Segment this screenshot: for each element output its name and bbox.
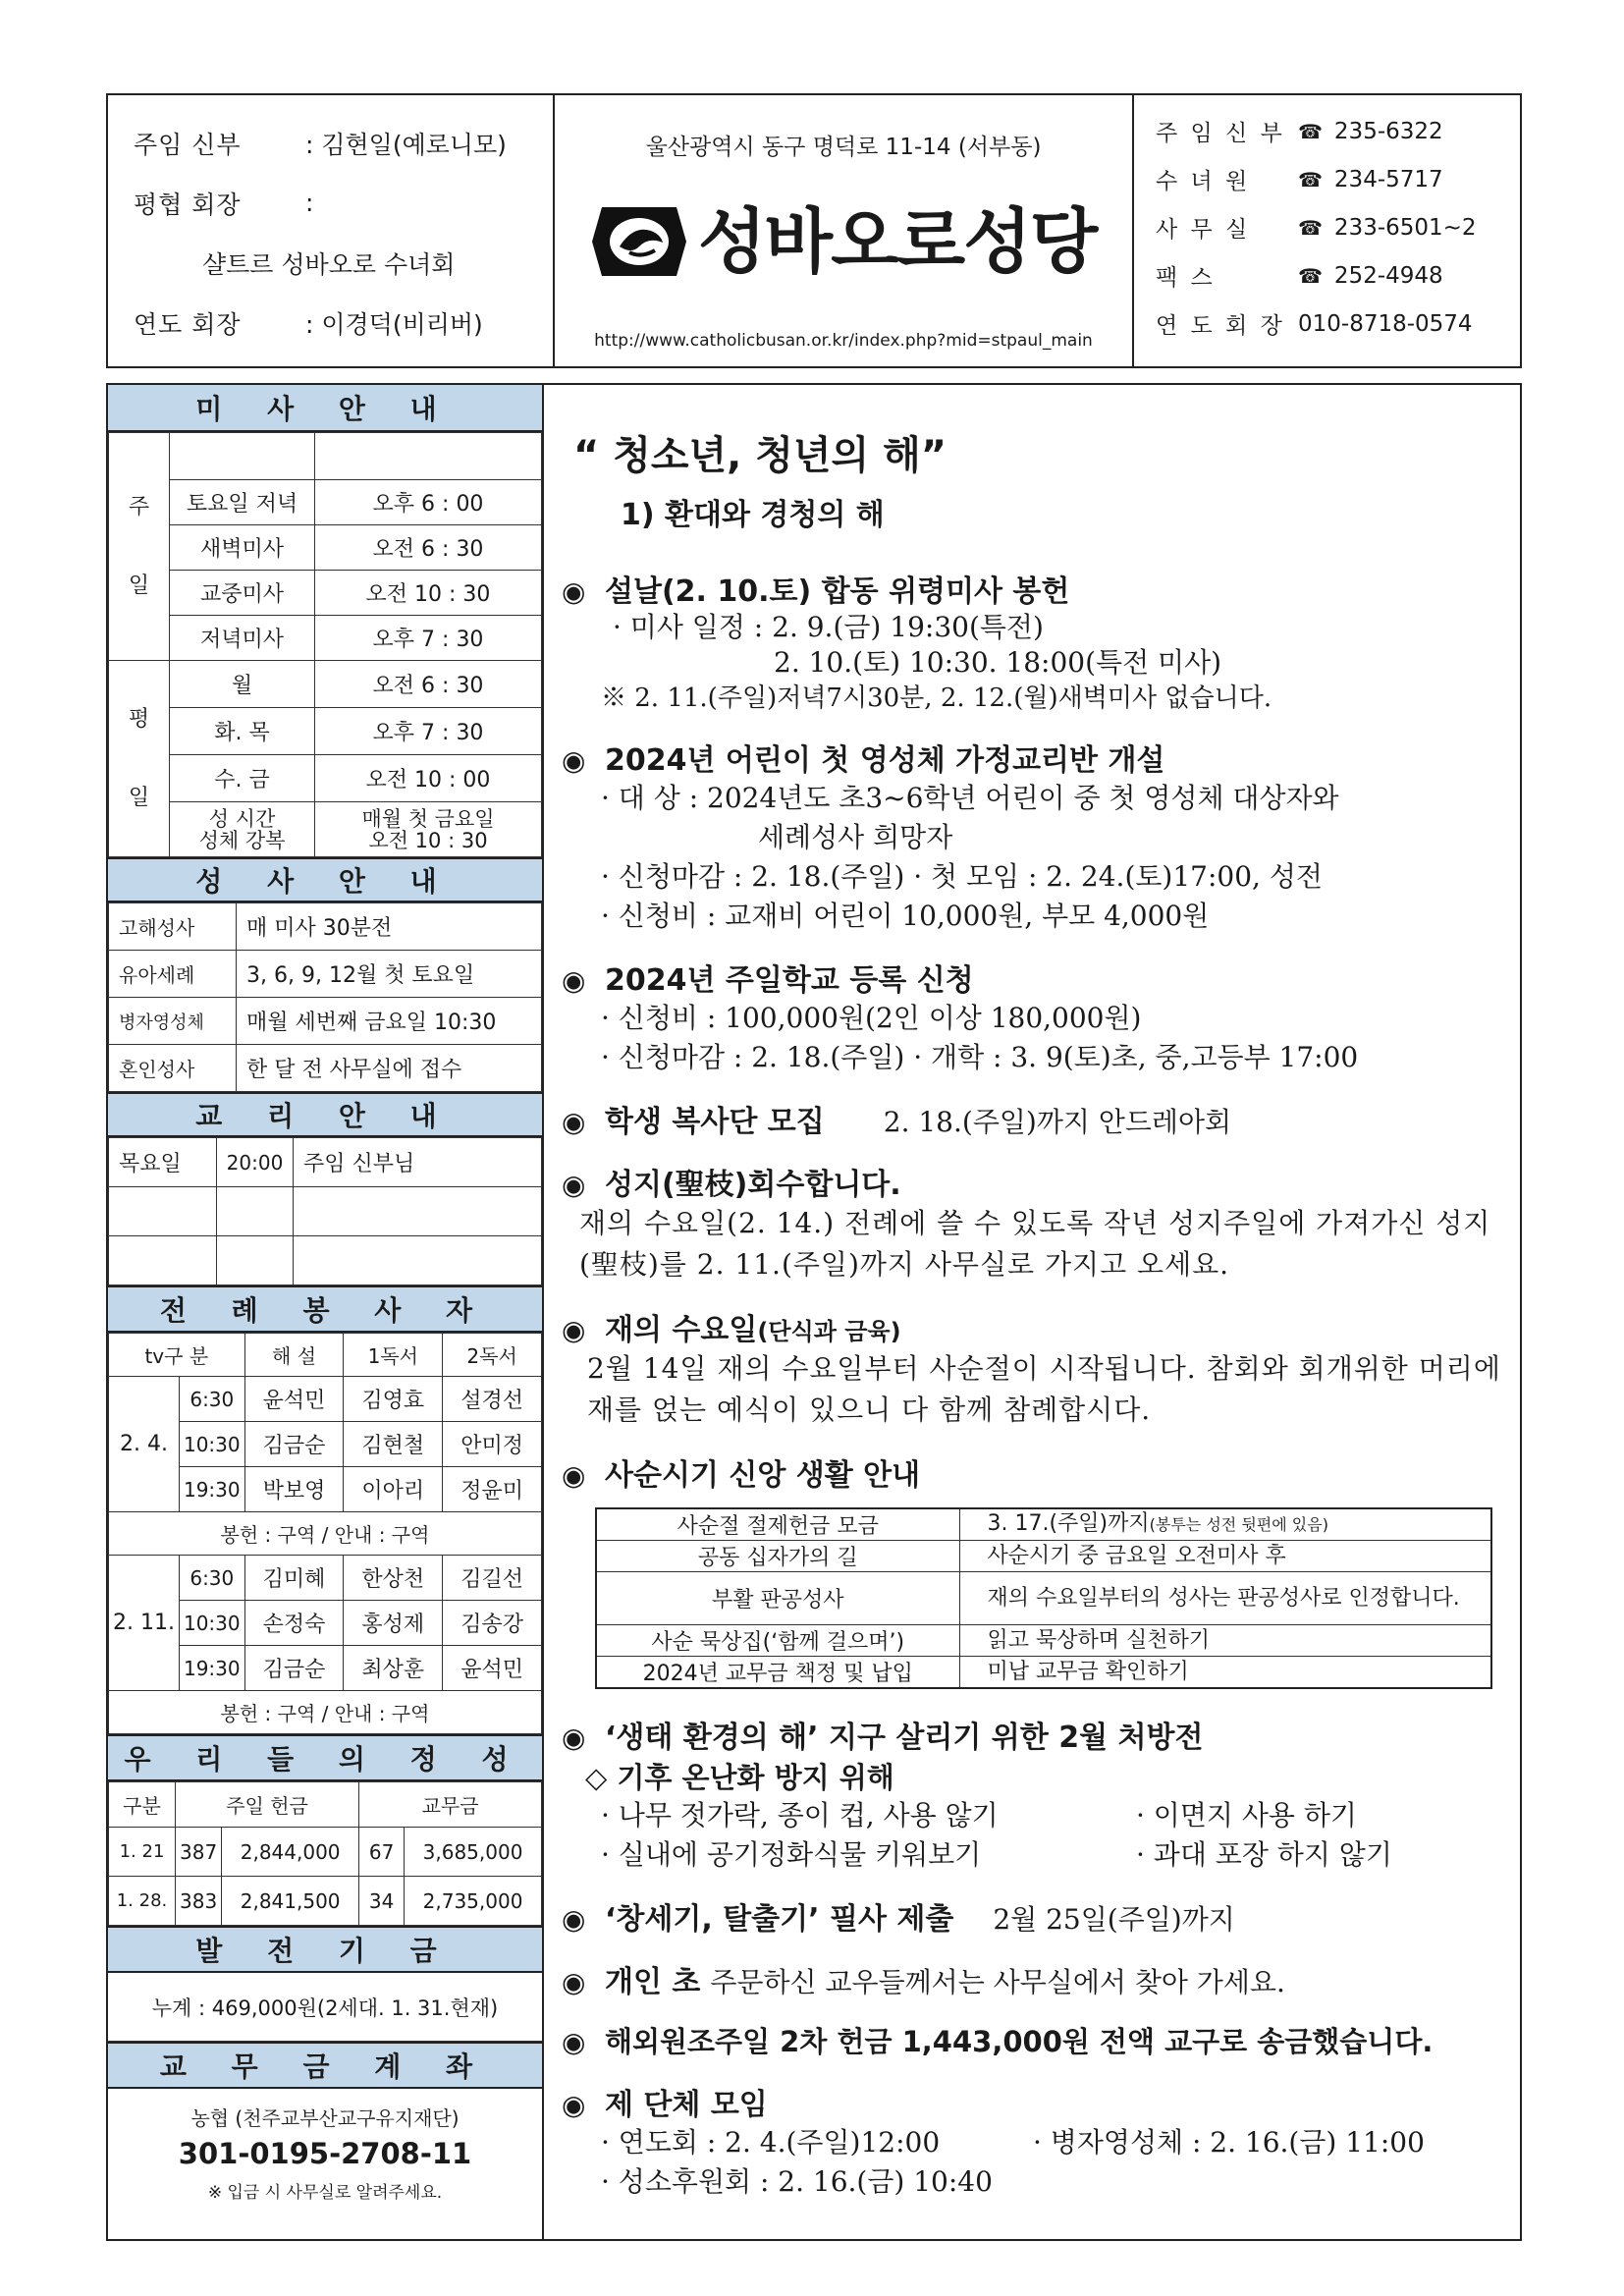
catechism-table — [108, 1137, 542, 1285]
table-row: 교중미사 오전 10 : 30 — [109, 571, 542, 616]
bullet-icon: ◉ — [562, 1106, 586, 1138]
table-row: 토요일 저녁 오후 6 : 00 — [109, 480, 542, 525]
table-row: tv구 분 해 설 1독서 2독서 — [109, 1334, 542, 1377]
table-row: 병자영성체 매월 세번째 금요일 10:30 — [109, 998, 542, 1045]
table-row: 화. 목 오후 7 : 30 — [109, 708, 542, 755]
table-row: 부활 판공성사 재의 수요일부터의 성사는 판공성사로 인정합니다. — [596, 1572, 1491, 1625]
bullet-icon: ◉ — [562, 744, 586, 777]
table-row: 사순 묵상집(‘함께 걸으며’) 읽고 묵상하며 실천하기 — [596, 1625, 1491, 1657]
table-row: 공동 십자가의 길 사순시기 중 금요일 오전미사 후 — [596, 1541, 1491, 1572]
bullet-icon: ◉ — [562, 1459, 586, 1492]
fund-heading: 발 전 기 금 — [108, 1926, 542, 1973]
phone-icon: ☎ — [1298, 119, 1323, 143]
church-logo — [590, 201, 1096, 282]
year-theme: “ 청소년, 청년의 해” — [573, 433, 947, 478]
mass-heading: 미 사 안 내 — [108, 385, 542, 432]
announcement-item: ◉ 제 단체 모임 · 연도회 : 2. 4.(주일)12:00 · 병자영성체 : 2. 16.(금) 11:00 · 성소후원회 : 2. 16.(금) 10:40 — [562, 2088, 1425, 2198]
bullet-icon: ◉ — [562, 575, 586, 608]
announcement-item: ◉ 2024년 주일학교 등록 신청 · 신청비 : 100,000원(2인 이상 180,000원) · 신청마감 : 2. 18.(주일) · 개학 : 3. 9(토)초, 중,고등부 17:00 — [562, 963, 1359, 1073]
account-info — [108, 2089, 542, 2203]
bullet-icon: ◉ — [562, 2026, 586, 2058]
officer-row: 주임 신부 : 김현일(예로니모) — [134, 130, 507, 159]
table-row: 수. 금 오전 10 : 00 — [109, 755, 542, 802]
contact-row: 팩 스 ☎ 252-4948 — [1156, 262, 1443, 291]
announcement-item: ◉ ‘창세기, 탈출기’ 필사 제출 2월 25일(주일)까지 — [562, 1902, 1235, 1937]
bulletin-body — [106, 383, 1522, 2241]
announcement-item: ◉ 학생 복사단 모집 2. 18.(주일)까지 안드레아회 — [562, 1105, 1232, 1139]
table-row: 1. 28. 383 2,841,500 34 2,735,000 — [109, 1877, 542, 1926]
phone-icon: ☎ — [1298, 215, 1323, 240]
table-row: 10:30 손정숙 홍성제 김송강 — [109, 1601, 542, 1646]
table-row: 성 시간 성체 강복 매월 첫 금요일 오전 10 : 30 — [109, 802, 542, 857]
bullet-icon: ◉ — [562, 1314, 586, 1346]
bullet-icon: ◉ — [562, 1966, 586, 1998]
account-number: 301-0195-2708-11 — [178, 2137, 472, 2170]
sacrament-heading: 성 사 안 내 — [108, 857, 542, 902]
table-row: 혼인성사 한 달 전 사무실에 접수 — [109, 1045, 542, 1092]
table-row: 2. 11. 6:30 김미혜 한상천 김길선 — [109, 1556, 542, 1601]
sacrament-table — [108, 902, 542, 1092]
table-row: 평 일 월 오전 6 : 30 — [109, 661, 542, 708]
table-row: 2. 4. 6:30 윤석민 김영효 설경선 — [109, 1377, 542, 1422]
church-url[interactable]: http://www.catholicbusan.or.kr/index.php?mid=stpaul_main — [594, 331, 1093, 351]
offering-table — [108, 1781, 542, 1926]
contact-row: 연 도 회 장 010-8718-0574 — [1156, 310, 1473, 339]
announcement-item: ◉ ‘생태 환경의 해’ 지구 살리기 위한 2월 처방전 ◇ 기후 온난화 방지 위해 · 나무 젓가락, 종이 컵, 사용 않기 · 이면지 사용 하기 · 실내에 공기정화식물 키워보기 · 과대 포장 하지 않기 — [562, 1721, 1392, 1871]
announcement-item: ◉ 개인 초 주문하신 교우들께서는 사무실에서 찾아 가세요. — [562, 1965, 1285, 1999]
table-row: 구분 주일 헌금 교무금 — [109, 1782, 542, 1828]
bullet-icon: ◉ — [562, 2089, 586, 2121]
offering-heading: 우 리 들 의 정 성 — [108, 1734, 542, 1781]
announcement-item: ◉ 재의 수요일 (단식과 금육) 2월 14일 재의 수요일부터 사순절이 시작됩니다. 참회와 회개위한 머리에 재를 얹는 예식이 있으니 다 함께 참례합시다. — [562, 1313, 1501, 1426]
table-row: 봉헌 : 구역 / 안내 : 구역 — [109, 1691, 542, 1734]
contact-row: 수 녀 원 ☎ 234-5717 — [1156, 166, 1443, 194]
phone-icon: ☎ — [1298, 263, 1323, 288]
bullet-icon: ◉ — [562, 1903, 586, 1936]
year-subtheme: 1) 환대와 경청의 해 — [621, 498, 885, 532]
church-name: 성바오로성당 — [698, 200, 1097, 283]
table-row: 고해성사 매 미사 30분전 — [109, 903, 542, 951]
liturgy-heading: 전 례 봉 사 자 — [108, 1285, 542, 1333]
table-row: 저녁미사 오후 7 : 30 — [109, 616, 542, 661]
announcement-item: ◉ 성지(聖枝)회수합니다. 재의 수요일(2. 14.) 전례에 쓸 수 있도록 작년 성지주일에 가져가신 성지(聖枝)를 2. 11.(주일)까지 사무실로 가지고 오세요. — [562, 1168, 1491, 1281]
table-row: 1. 21 387 2,844,000 67 3,685,000 — [109, 1828, 542, 1877]
phone-icon: ☎ — [1298, 167, 1323, 191]
officer-row: 연도 회장 : 이경덕(비리버) — [134, 309, 483, 339]
sunday-label: 주 일 — [109, 433, 170, 661]
officer-row: 평협 회장 : — [134, 189, 314, 219]
fund-total: 누계 : 469,000원(2세대. 1. 31.현재) — [108, 1973, 542, 2042]
announcement-item: ◉ 2024년 어린이 첫 영성체 가정교리반 개설 · 대 상 : 2024년도 초3~6학년 어린이 중 첫 영성체 대상자와 세례성사 희망자 · 신청마감 : 2. 18.(주일) · 첫 모임 : 2. 24.(토)17:00, 성전 · 신청비 : 교재비 어린이 10,000원, 부모 4,000원 — [562, 743, 1339, 932]
bullet-icon: ◉ — [562, 1722, 586, 1754]
table-row: 유아세례 3, 6, 9, 12월 첫 토요일 — [109, 951, 542, 998]
dove-emblem-icon — [590, 201, 688, 282]
contact-row: 주 임 신 부 ☎ 235-6322 — [1156, 118, 1443, 146]
liturgy-table — [108, 1333, 542, 1734]
contact-row: 사 무 실 ☎ 233-6501~2 — [1156, 214, 1477, 243]
contacts-panel — [1134, 95, 1520, 366]
table-row: 10:30 김금순 김현철 안미정 — [109, 1422, 542, 1467]
account-heading: 교 무 금 계 좌 — [108, 2042, 542, 2089]
bullet-icon: ◉ — [562, 1169, 586, 1201]
table-row: 목요일 20:00 주임 신부님 — [109, 1138, 542, 1187]
table-row: 사순절 절제헌금 모금 3. 17.(주일)까지(봉투는 성전 뒷편에 있음) — [596, 1508, 1491, 1541]
bulletin-header — [106, 93, 1522, 368]
table-row: 새벽미사 오전 6 : 30 — [109, 525, 542, 571]
church-identity — [555, 95, 1134, 366]
lent-table — [595, 1507, 1492, 1689]
weekday-label: 평 일 — [109, 661, 170, 857]
info-sidebar — [108, 385, 544, 2239]
announcements — [544, 385, 1520, 2239]
mass-table — [108, 432, 542, 857]
account-note: ※ 입금 시 사무실로 알려주세요. — [207, 2183, 443, 2203]
table-row: 19:30 김금순 최상훈 윤석민 — [109, 1646, 542, 1691]
catechism-heading: 교 리 안 내 — [108, 1092, 542, 1137]
announcement-item: ◉ 해외원조주일 2차 헌금 1,443,000원 전액 교구로 송금했습니다. — [562, 2025, 1434, 2058]
table-row: 2024년 교무금 책정 및 납입 미납 교무금 확인하기 — [596, 1657, 1491, 1689]
bullet-icon: ◉ — [562, 964, 586, 997]
church-address: 울산광역시 동구 명덕로 11-14 (서부동) — [645, 135, 1042, 160]
bank-name: 농협 (천주교부산교구유지재단) — [190, 2106, 460, 2130]
announcement-item: ◉ 사순시기 신앙 생활 안내 사순절 절제헌금 모금 3. 17.(주일)까지(봉투는 성전 뒷편에 있음) 공동 십자가의 길 사순시기 중 금요일 오전미사 후 부활 판공성사 재의 수요일부터의 성사는 판공성사로 인정합니다. 사순 묵상집(‘함께 걸으며’) 읽고 묵상하며 실천하기 2024년 교무금 책정 및 납입 미납 교무금 확인하기 — [562, 1450, 1520, 1689]
officers-panel — [108, 95, 555, 366]
table-row: 19:30 박보영 이아리 정윤미 — [109, 1467, 542, 1512]
officer-row: 샬트르 성바오로 수녀회 — [202, 249, 456, 279]
announcement-item: ◉ 설날(2. 10.토) 합동 위령미사 봉헌 · 미사 일정 : 2. 9.(금) 19:30(특전) 2. 10.(토) 10:30. 18:00(특전 미사) ※ 2. 11.(주일)저녁7시30분, 2. 12.(월)새벽미사 없습니다. — [562, 574, 1272, 713]
table-row: 봉헌 : 구역 / 안내 : 구역 — [109, 1512, 542, 1556]
